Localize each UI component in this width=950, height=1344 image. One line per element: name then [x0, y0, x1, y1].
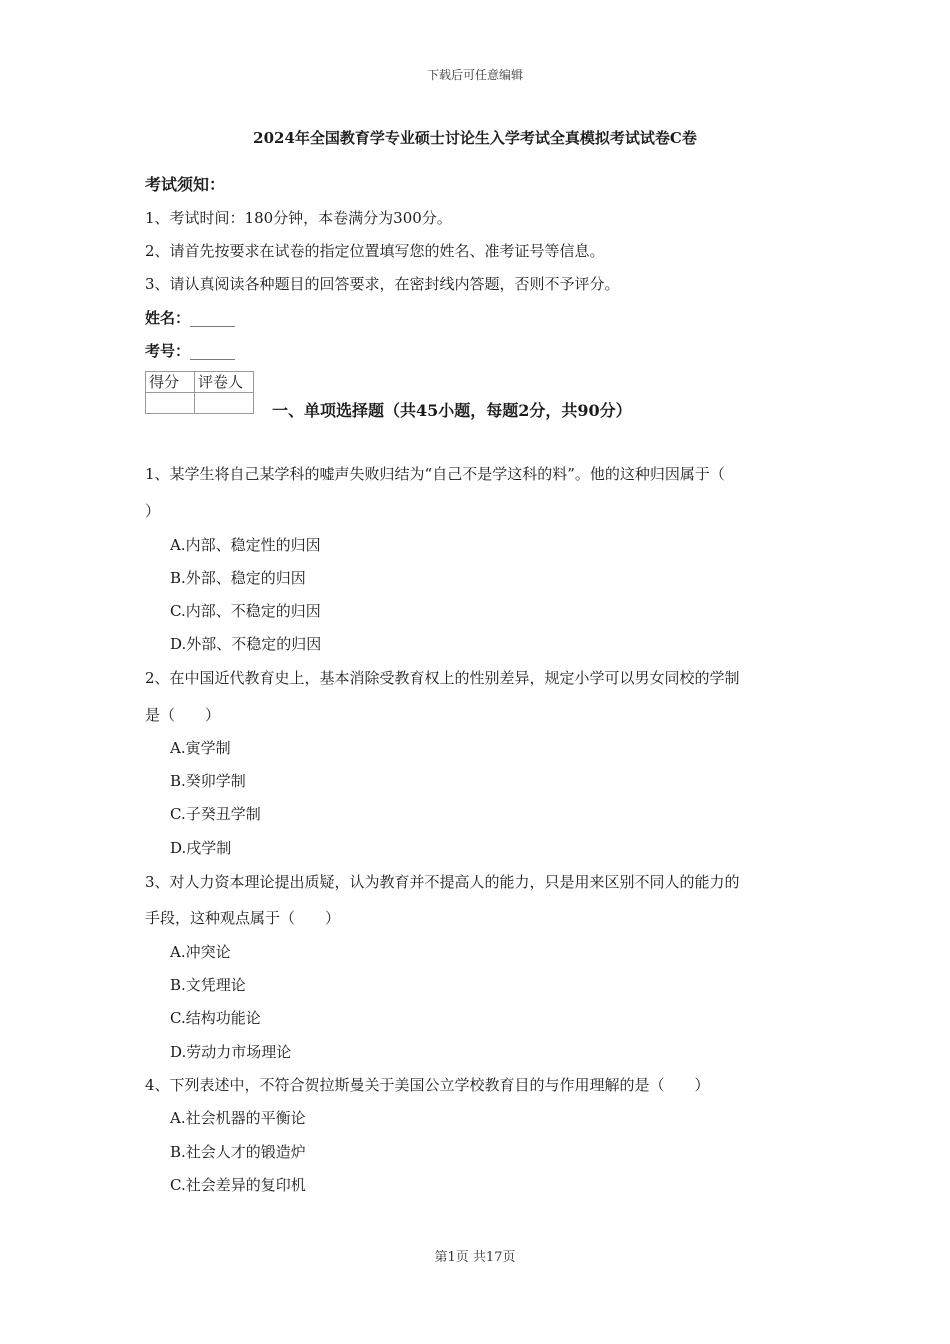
question-stem-cont: 是（ ） [145, 706, 221, 724]
question-stem: 3、对人力资本理论提出质疑，认为教育并不提高人的能力，只是用来区别不同人的能力的 [145, 873, 740, 891]
option-item[interactable]: A.冲突论 [170, 943, 231, 961]
option-item[interactable]: C.结构功能论 [170, 1009, 261, 1027]
page-footer: 第1页 共17页 [434, 1250, 516, 1265]
grader-cell[interactable] [195, 393, 254, 414]
option-item[interactable]: A.寅学制 [170, 739, 231, 757]
option-item[interactable]: B.外部、稳定的归因 [170, 569, 306, 587]
id-field[interactable] [145, 340, 235, 361]
question-stem: 2、在中国近代教育史上，基本消除受教育权上的性别差异，规定小学可以男女同校的学制 [145, 669, 740, 687]
grader-header: 评卷人 [195, 372, 254, 393]
name-blank[interactable]: ______ [190, 309, 236, 327]
section-title: 一、单项选择题（共45小题，每题2分，共90分） [272, 401, 632, 420]
notice-item: 3、请认真阅读各种题目的回答要求，在密封线内答题，否则不予评分。 [145, 275, 620, 293]
option-item[interactable]: D.外部、不稳定的归因 [170, 635, 322, 653]
option-item[interactable]: B.文凭理论 [170, 976, 246, 994]
score-table [145, 371, 254, 414]
name-field[interactable] [145, 307, 235, 328]
option-item[interactable]: A.内部、稳定性的归因 [170, 536, 321, 554]
option-item[interactable]: C.子癸丑学制 [170, 805, 261, 823]
name-label: 姓名： [145, 309, 191, 327]
option-item[interactable]: B.社会人才的锻造炉 [170, 1143, 306, 1161]
id-blank[interactable]: ______ [190, 342, 236, 360]
option-item[interactable]: A.社会机器的平衡论 [170, 1109, 306, 1127]
question-stem: 4、下列表述中，不符合贺拉斯曼关于美国公立学校教育目的与作用理解的是（ ） [145, 1076, 710, 1094]
question-stem: 1、某学生将自己某学科的嘘声失败归结为“自己不是学这科的料”。他的这种归因属于（ [145, 465, 725, 483]
option-item[interactable]: D.劳动力市场理论 [170, 1043, 292, 1061]
score-header: 得分 [146, 372, 195, 393]
option-item[interactable]: B.癸卯学制 [170, 772, 246, 790]
exam-title: 2024年全国教育学专业硕士讨论生入学考试全真模拟考试试卷C卷 [253, 129, 697, 147]
header-note: 下载后可任意编辑 [426, 68, 523, 82]
option-item[interactable]: D.戌学制 [170, 839, 232, 857]
option-item[interactable]: C.内部、不稳定的归因 [170, 602, 321, 620]
question-stem-cont: 手段，这种观点属于（ ） [145, 909, 341, 927]
notice-heading: 考试须知： [145, 175, 226, 194]
score-cell[interactable] [146, 393, 195, 414]
notice-item: 2、请首先按要求在试卷的指定位置填写您的姓名、准考证号等信息。 [145, 242, 605, 260]
option-item[interactable]: C.社会差异的复印机 [170, 1176, 306, 1194]
notice-item: 1、考试时间：180分钟，本卷满分为300分。 [145, 209, 452, 227]
question-stem-cont: ） [145, 502, 161, 520]
id-label: 考号： [145, 342, 191, 360]
